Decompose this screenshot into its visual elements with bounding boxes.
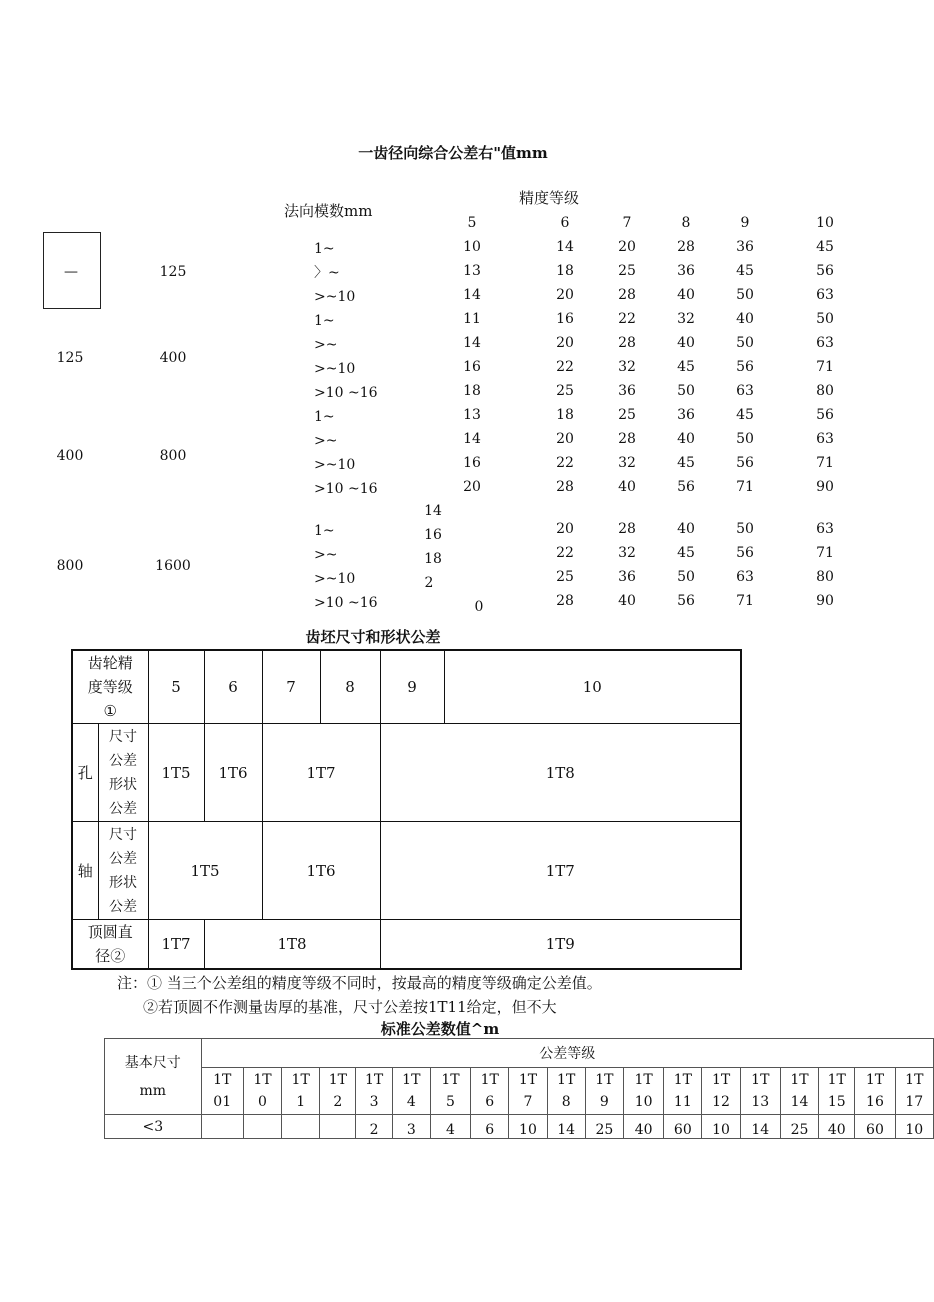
tolerance-value: 45 — [677, 545, 695, 561]
grade-cell: 1T 01 — [201, 1068, 243, 1115]
module-range: 1~ — [314, 523, 335, 539]
tolerance-value: 32 — [618, 359, 636, 375]
grade-cell: 1T 7 — [509, 1068, 547, 1115]
grade-label: 7 — [622, 215, 632, 231]
hole-sub-label: 尺寸 公差 形状 公差 — [98, 724, 148, 822]
tolerance-value: 90 — [816, 593, 834, 609]
module-range: >~ — [314, 547, 338, 563]
module-range: >10 ~16 — [314, 481, 378, 497]
tolerance-value: 40 — [677, 287, 695, 303]
tolerance-value: 56 — [736, 455, 754, 471]
grade-label: 5 — [467, 215, 477, 231]
grade-cell: 1T 5 — [430, 1068, 470, 1115]
table3-title: 标准公差数值^m — [380, 1020, 500, 1038]
tolerance-value: 45 — [736, 407, 754, 423]
tolerance-value: 56 — [677, 593, 695, 609]
tolerance-value: 18 — [463, 383, 481, 399]
tolerance-value: 80 — [816, 569, 834, 585]
tolerance-cell — [282, 1115, 320, 1139]
blank-tolerance-table — [71, 649, 742, 970]
tolerance-value: 45 — [736, 263, 754, 279]
tolerance-value: 56 — [816, 263, 834, 279]
hole-val: 1T8 — [380, 724, 741, 822]
tolerance-cell: 3 — [392, 1115, 430, 1139]
tolerance-value: 20 — [556, 431, 574, 447]
tolerance-cell: 40 — [819, 1115, 855, 1139]
hole-label: 孔 — [72, 724, 98, 822]
tolerance-value: 28 — [618, 431, 636, 447]
tolerance-value: 40 — [677, 521, 695, 537]
tolerance-value: 36 — [736, 239, 754, 255]
grade-7: 7 — [262, 650, 320, 724]
tolerance-value: 56 — [736, 545, 754, 561]
grade-6: 6 — [204, 650, 262, 724]
tolerance-value: 63 — [736, 569, 754, 585]
tolerance-value: 20 — [463, 479, 481, 495]
grade-cell: 1T 11 — [664, 1068, 702, 1115]
tolerance-value: 10 — [463, 239, 481, 255]
tolerance-value: 20 — [556, 521, 574, 537]
tolerance-cell: 40 — [624, 1115, 664, 1139]
tolerance-value: 50 — [736, 287, 754, 303]
diameter-to: 125 — [159, 264, 187, 280]
tolerance-cell: 10 — [509, 1115, 547, 1139]
tolerance-value: 16 — [463, 359, 481, 375]
tolerance-value-fragment: 14 — [424, 503, 442, 519]
grade-cell: 1T 15 — [819, 1068, 855, 1115]
tolerance-value: 25 — [618, 263, 636, 279]
tolerance-cell: 25 — [585, 1115, 623, 1139]
grade-9: 9 — [380, 650, 444, 724]
shaft-label: 轴 — [72, 822, 98, 920]
tolerance-value: 16 — [463, 455, 481, 471]
grade-cell: 1T 1 — [282, 1068, 320, 1115]
tolerance-cell: 60 — [855, 1115, 895, 1139]
box-label: — — [64, 264, 78, 280]
tolerance-cell: 10 — [702, 1115, 740, 1139]
module-range: >~10 — [314, 457, 356, 473]
table1-title: 一齿径向综合公差右"值mm — [358, 144, 548, 162]
tolerance-value: 13 — [463, 407, 481, 423]
grade-cell: 1T 10 — [624, 1068, 664, 1115]
tolerance-value: 50 — [736, 335, 754, 351]
tolerance-value: 71 — [736, 479, 754, 495]
tolerance-value: 71 — [816, 359, 834, 375]
grade-cell: 1T 3 — [356, 1068, 392, 1115]
tolerance-cell: 14 — [740, 1115, 780, 1139]
grade-8: 8 — [320, 650, 380, 724]
grade-10: 10 — [444, 650, 741, 724]
tolerance-cell: 25 — [780, 1115, 818, 1139]
tolerance-value: 63 — [816, 287, 834, 303]
tolerance-cell — [320, 1115, 356, 1139]
tolerance-value: 36 — [618, 569, 636, 585]
shaft-val: 1T7 — [380, 822, 741, 920]
module-range: 1~ — [314, 241, 335, 257]
grade-5: 5 — [148, 650, 204, 724]
tolerance-value: 18 — [556, 407, 574, 423]
tolerance-value: 28 — [556, 593, 574, 609]
tolerance-cell: 10 — [895, 1115, 933, 1139]
tolerance-value: 90 — [816, 479, 834, 495]
shaft-val: 1T5 — [148, 822, 262, 920]
tolerance-cell: 60 — [664, 1115, 702, 1139]
basic-size-label: 基本尺寸 mm — [105, 1039, 202, 1115]
tip-label: 顶圆直 径② — [72, 920, 148, 970]
tolerance-value: 63 — [816, 335, 834, 351]
tolerance-value: 45 — [816, 239, 834, 255]
grade-cell: 1T 8 — [547, 1068, 585, 1115]
shaft-sub-label: 尺寸 公差 形状 公差 — [98, 822, 148, 920]
standard-tolerance-table — [104, 1038, 934, 1139]
tolerance-value: 22 — [618, 311, 636, 327]
tolerance-value: 50 — [677, 383, 695, 399]
tip-val: 1T7 — [148, 920, 204, 970]
row-label: <3 — [105, 1115, 202, 1139]
tolerance-value: 22 — [556, 455, 574, 471]
grade-cell: 1T 2 — [320, 1068, 356, 1115]
grade-label: 6 — [560, 215, 570, 231]
tolerance-value: 36 — [677, 407, 695, 423]
grade-label-cell: 齿轮精 度等级 ① — [72, 650, 148, 724]
tolerance-value: 22 — [556, 359, 574, 375]
module-range: 〉~ — [314, 265, 340, 281]
module-range: >10 ~16 — [314, 595, 378, 611]
tolerance-value: 16 — [556, 311, 574, 327]
diameter-from: 800 — [56, 558, 84, 574]
tol-grade-header: 公差等级 — [201, 1039, 933, 1068]
tolerance-value-fragment: 2 — [424, 575, 434, 591]
tolerance-value: 63 — [736, 383, 754, 399]
grade-header: 精度等级 — [519, 189, 580, 207]
tolerance-value: 22 — [556, 545, 574, 561]
tolerance-value: 14 — [556, 239, 574, 255]
tolerance-value: 40 — [736, 311, 754, 327]
grade-cell: 1T 0 — [243, 1068, 281, 1115]
note-1: 注：① 当三个公差组的精度等级不同时，按最高的精度等级确定公差值。 — [117, 974, 602, 992]
grade-cell: 1T 14 — [780, 1068, 818, 1115]
tolerance-cell: 14 — [547, 1115, 585, 1139]
tolerance-value: 28 — [618, 287, 636, 303]
tolerance-value: 56 — [736, 359, 754, 375]
tolerance-value: 14 — [463, 287, 481, 303]
diameter-to: 400 — [159, 350, 187, 366]
diameter-to: 1600 — [155, 558, 191, 574]
tolerance-value: 25 — [556, 569, 574, 585]
grade-label: 10 — [816, 215, 834, 231]
grade-cell: 1T 4 — [392, 1068, 430, 1115]
tolerance-value: 36 — [677, 263, 695, 279]
module-range: >~ — [314, 337, 338, 353]
tolerance-value: 56 — [816, 407, 834, 423]
module-range: >~10 — [314, 289, 356, 305]
tolerance-value-fragment: 0 — [474, 599, 484, 615]
tolerance-cell — [201, 1115, 243, 1139]
tolerance-value: 32 — [618, 455, 636, 471]
module-range: >~10 — [314, 361, 356, 377]
module-range: 1~ — [314, 313, 335, 329]
tolerance-value: 50 — [736, 521, 754, 537]
tolerance-value: 71 — [816, 545, 834, 561]
tolerance-value: 40 — [677, 335, 695, 351]
grade-label: 8 — [681, 215, 691, 231]
tolerance-cell: 2 — [356, 1115, 392, 1139]
tolerance-value: 40 — [618, 479, 636, 495]
tolerance-value: 28 — [618, 335, 636, 351]
tolerance-value: 32 — [618, 545, 636, 561]
module-range: >~10 — [314, 571, 356, 587]
shaft-val: 1T6 — [262, 822, 380, 920]
tolerance-value: 71 — [816, 455, 834, 471]
tolerance-cell: 4 — [430, 1115, 470, 1139]
tolerance-value: 20 — [556, 335, 574, 351]
grade-cell: 1T 17 — [895, 1068, 933, 1115]
tolerance-value: 13 — [463, 263, 481, 279]
tolerance-value: 28 — [556, 479, 574, 495]
hole-val: 1T7 — [262, 724, 380, 822]
grade-cell: 1T 12 — [702, 1068, 740, 1115]
grade-label: 9 — [740, 215, 750, 231]
note-2: ②若顶圆不作测量齿厚的基准，尺寸公差按1T11给定，但不大 — [143, 998, 557, 1016]
tolerance-value: 14 — [463, 335, 481, 351]
tip-val: 1T8 — [204, 920, 380, 970]
tolerance-value: 50 — [736, 431, 754, 447]
tolerance-cell — [243, 1115, 281, 1139]
diameter-from: 400 — [56, 448, 84, 464]
tip-val: 1T9 — [380, 920, 741, 970]
tolerance-value: 32 — [677, 311, 695, 327]
tolerance-value: 63 — [816, 431, 834, 447]
tolerance-value: 40 — [618, 593, 636, 609]
tolerance-value: 63 — [816, 521, 834, 537]
tolerance-value: 20 — [556, 287, 574, 303]
tolerance-value: 18 — [556, 263, 574, 279]
tolerance-value-fragment: 18 — [424, 551, 442, 567]
grade-cell: 1T 6 — [471, 1068, 509, 1115]
hole-val: 1T5 — [148, 724, 204, 822]
tolerance-value: 56 — [677, 479, 695, 495]
tolerance-value: 45 — [677, 359, 695, 375]
tolerance-value: 50 — [677, 569, 695, 585]
tolerance-value-fragment: 16 — [424, 527, 442, 543]
tolerance-value: 45 — [677, 455, 695, 471]
grade-cell: 1T 16 — [855, 1068, 895, 1115]
tolerance-cell: 6 — [471, 1115, 509, 1139]
tolerance-value: 40 — [677, 431, 695, 447]
diameter-from: 125 — [56, 350, 84, 366]
tolerance-value: 20 — [618, 239, 636, 255]
module-header: 法向模数mm — [284, 202, 373, 220]
grade-cell: 1T 13 — [740, 1068, 780, 1115]
tolerance-value: 14 — [463, 431, 481, 447]
module-range: >~ — [314, 433, 338, 449]
tolerance-value: 28 — [677, 239, 695, 255]
tolerance-value: 36 — [618, 383, 636, 399]
tolerance-value: 80 — [816, 383, 834, 399]
tolerance-value: 25 — [618, 407, 636, 423]
diameter-to: 800 — [159, 448, 187, 464]
tolerance-value: 50 — [816, 311, 834, 327]
table2-title: 齿坯尺寸和形状公差 — [305, 628, 441, 646]
tolerance-value: 11 — [463, 311, 481, 327]
tolerance-value: 28 — [618, 521, 636, 537]
tolerance-value: 25 — [556, 383, 574, 399]
hole-val: 1T6 — [204, 724, 262, 822]
module-range: >10 ~16 — [314, 385, 378, 401]
module-range: 1~ — [314, 409, 335, 425]
tolerance-value: 71 — [736, 593, 754, 609]
grade-cell: 1T 9 — [585, 1068, 623, 1115]
